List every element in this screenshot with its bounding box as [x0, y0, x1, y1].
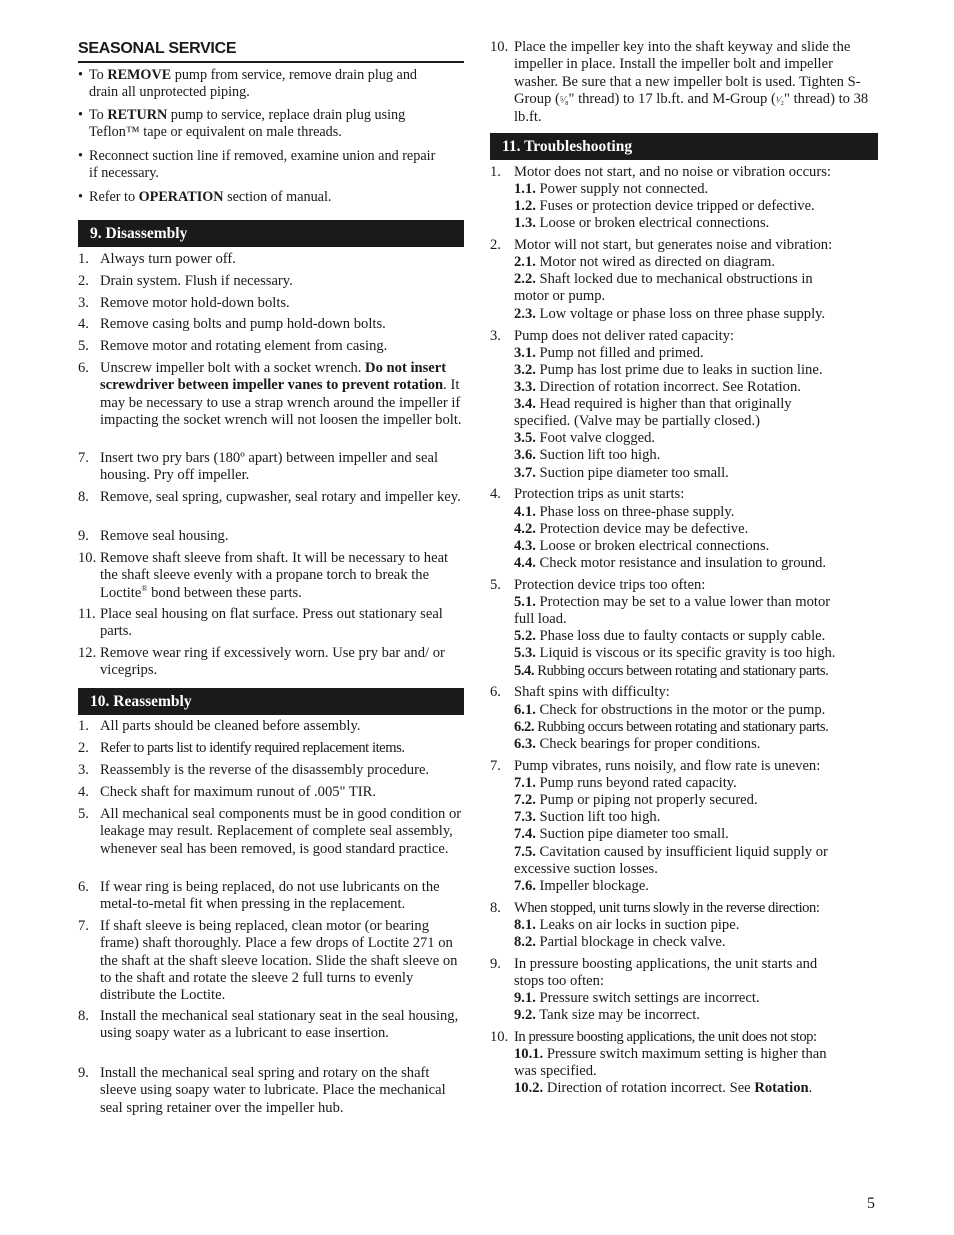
problem-4: Protection trips as unit starts: [514, 486, 685, 502]
cause: 9.2. Tank size may be incorrect. [514, 1007, 700, 1023]
cause: 3.3. Direction of rotation incorrect. See Rotation. [514, 379, 801, 395]
cause: 10.2. Direction of rotation incorrect. See Rotation. [514, 1080, 813, 1096]
list-item: Always turn power off. [100, 251, 236, 267]
list-item: All parts should be cleaned before assembly. [100, 718, 361, 734]
cause: 9.1. Pressure switch settings are incorrect. [514, 990, 760, 1006]
list-item: Reassembly is the reverse of the disassembly procedure. [100, 762, 430, 778]
problem-continued: stops too often: [514, 973, 604, 989]
problem-9: In pressure boosting applications, the unit starts and [514, 956, 818, 972]
cause: 3.7. Suction pipe diameter too small. [514, 465, 729, 481]
cause: 3.6. Suction lift too high. [514, 447, 661, 463]
list-item: Install the mechanical seal spring and rotary on the shaft sleeve using soapy water to lubricate. Place the mechanical seal spring retainer over the impeller hub. [100, 1065, 446, 1116]
cause: 3.1. Pump not filled and primed. [514, 345, 704, 361]
cause: 7.6. Impeller blockage. [514, 878, 649, 894]
list-item: Refer to parts list to identify required replacement items. [100, 740, 405, 756]
problem-5: Protection device trips too often: [514, 577, 706, 593]
reassembly-step-10: Place the impeller key into the shaft keyway and slide the impeller in place. Install the impeller bolt and impeller washer. Be sure that a new impeller bolt is used. Tighten S-Group (⁵⁄₈" thread) to 17 lb.ft. and M-Group (¹⁄₂" thread) to 38 lb.ft. [514, 39, 869, 126]
problem-3: Pump does not deliver rated capacity: [514, 328, 735, 344]
troubleshooting-heading: 11. Troubleshooting [490, 133, 878, 160]
cause: 6.1. Check for obstructions in the motor or the pump. [514, 702, 826, 718]
cause-continued: specified. (Valve may be partially closed.) [514, 413, 760, 429]
disassembly-heading: 9. Disassembly [78, 220, 464, 247]
cause: 3.2. Pump has lost prime due to leaks in suction line. [514, 362, 823, 378]
problem-2: Motor will not start, but generates noise and vibration: [514, 237, 833, 253]
problem-1: Motor does not start, and no noise or vibration occurs: [514, 164, 831, 180]
list-item: If shaft sleeve is being replaced, clean motor (or bearing frame) shaft thoroughly. Place a few drops of Loctite 271 on the shaft at the shaft sleeve location. Slide the shaft sleeve on to the shaft and rotate the sleeve 2 full turns to evenly distribute the Loctite. [100, 918, 458, 1004]
cause: 4.4. Check motor resistance and insulation to ground. [514, 555, 827, 571]
cause: 7.4. Suction pipe diameter too small. [514, 826, 729, 842]
list-item: Remove casing bolts and pump hold-down bolts. [100, 316, 386, 332]
list-item: Check shaft for maximum runout of .005" TIR. [100, 784, 377, 800]
list-item: If wear ring is being replaced, do not use lubricants on the metal-to-metal fit when pressing in the replacement. [100, 879, 440, 913]
cause: 5.4. Rubbing occurs between rotating and stationary parts. [514, 663, 829, 679]
cause: 1.3. Loose or broken electrical connections. [514, 215, 770, 231]
cause: 6.3. Check bearings for proper conditions. [514, 736, 761, 752]
heading-rule [78, 61, 464, 63]
cause: 3.4. Head required is higher than that originally [514, 396, 792, 412]
cause: 7.5. Cavitation caused by insufficient liquid supply or [514, 844, 828, 860]
cause: 1.2. Fuses or protection device tripped or defective. [514, 198, 815, 214]
cause: 8.1. Leaks on air locks in suction pipe. [514, 917, 740, 933]
cause: 2.3. Low voltage or phase loss on three phase supply. [514, 306, 826, 322]
cause: 7.3. Suction lift too high. [514, 809, 661, 825]
cause: 4.3. Loose or broken electrical connections. [514, 538, 770, 554]
cause-continued: was specified. [514, 1063, 597, 1079]
list-item: Unscrew impeller bolt with a socket wrench. Do not insert screwdriver between impeller vanes to prevent rotation. It may be necessary to use a strap wrench around the impeller if impacting the socket wrench will not loosen the impeller bolt. [100, 360, 462, 428]
list-item: Remove seal housing. [100, 528, 229, 544]
cause: 5.2. Phase loss due to faulty contacts or supply cable. [514, 628, 826, 644]
problem-10: In pressure boosting applications, the unit does not stop: [514, 1029, 817, 1045]
list-item: All mechanical seal components must be in good condition or leakage may result. Replacement of complete seal assembly, whenever seal has been removed, is good standard practice. [100, 806, 462, 857]
list-item: Remove, seal spring, cupwasher, seal rotary and impeller key. [100, 489, 461, 505]
list-item: Insert two pry bars (180º apart) between impeller and seal housing. Pry off impeller. [100, 450, 439, 484]
problem-7: Pump vibrates, runs noisily, and flow rate is uneven: [514, 758, 821, 774]
list-item: Remove motor hold-down bolts. [100, 295, 290, 311]
list-item: Remove shaft sleeve from shaft. It will be necessary to heat the shaft sleeve evenly with a propane torch to break the Loctite® bond between these parts. [100, 550, 449, 601]
cause: 5.3. Liquid is viscous or its specific gravity is too high. [514, 645, 836, 661]
reassembly-heading: 10. Reassembly [78, 688, 464, 715]
cause: 3.5. Foot valve clogged. [514, 430, 656, 446]
list-item: Remove wear ring if excessively worn. Use pry bar and/ or vicegrips. [100, 645, 445, 679]
list-item: Place seal housing on flat surface. Press out stationary seal parts. [100, 606, 443, 640]
cause: 10.1. Pressure switch maximum setting is higher than [514, 1046, 827, 1062]
list-item: Install the mechanical seal stationary seat in the seal housing, using soapy water as a lubricant to ease insertion. [100, 1008, 459, 1042]
cause: 8.2. Partial blockage in check valve. [514, 934, 726, 950]
page-number: 5 [867, 1195, 875, 1212]
cause-continued: motor or pump. [514, 288, 606, 304]
cause: 6.2. Rubbing occurs between rotating and stationary parts. [514, 719, 829, 735]
cause: 7.1. Pump runs beyond rated capacity. [514, 775, 737, 791]
cause: 4.2. Protection device may be defective. [514, 521, 749, 537]
problem-6: Shaft spins with difficulty: [514, 684, 670, 700]
cause-continued: full load. [514, 611, 567, 627]
cause: 7.2. Pump or piping not properly secured. [514, 792, 758, 808]
list-item: Drain system. Flush if necessary. [100, 273, 293, 289]
seasonal-service-heading: SEASONAL SERVICE [78, 40, 237, 57]
cause-continued: excessive suction losses. [514, 861, 658, 877]
problem-8: When stopped, unit turns slowly in the reverse direction: [514, 900, 820, 916]
cause: 5.1. Protection may be set to a value lower than motor [514, 594, 831, 610]
cause: 4.1. Phase loss on three-phase supply. [514, 504, 735, 520]
cause: 1.1. Power supply not connected. [514, 181, 709, 197]
cause: 2.2. Shaft locked due to mechanical obstructions in [514, 271, 813, 287]
cause: 2.1. Motor not wired as directed on diagram. [514, 254, 775, 270]
list-item: Remove motor and rotating element from casing. [100, 338, 388, 354]
